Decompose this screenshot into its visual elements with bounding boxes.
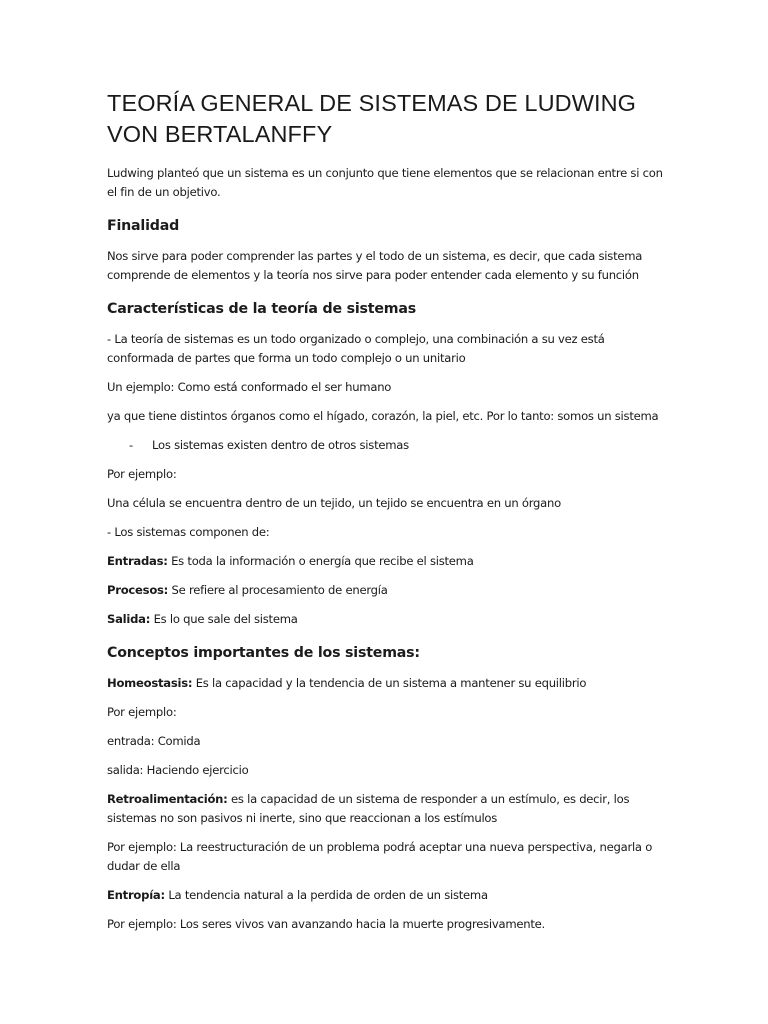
caracteristicas-heading: Características de la teoría de sistemas: [107, 301, 416, 317]
salida-text: Es lo que sale del sistema: [150, 612, 298, 626]
entropia-example: [107, 915, 667, 934]
caracteristica-point-1: - La teoría de sistemas es un todo organizado o complejo, una combinación a su vez está conformada de partes que forma un todo complejo o un unitario: [107, 332, 605, 365]
example-1-detail: ya que tiene distintos órganos como el hígado, corazón, la piel, etc. Por lo tanto: somos un sistema: [107, 409, 659, 423]
entropia-label: Entropía:: [107, 888, 165, 902]
salida-paragraph: [107, 610, 667, 629]
salida-label: Salida:: [107, 612, 151, 626]
example-2-label: Por ejemplo:: [107, 467, 177, 481]
caracteristica-point-3: - Los sistemas componen de:: [107, 525, 270, 539]
homeostasis-entrada: entrada: Comida: [107, 734, 201, 748]
entropia-example-label: Por ejemplo:: [107, 917, 177, 931]
entradas-label: Entradas:: [107, 554, 168, 568]
entradas-paragraph: [107, 552, 667, 571]
bullet-item: [107, 436, 667, 455]
procesos-text: Se refiere al procesamiento de energía: [168, 583, 388, 597]
homeostasis-paragraph: [107, 674, 667, 693]
finalidad-heading: Finalidad: [107, 218, 180, 234]
intro-paragraph: Ludwing planteó que un sistema es un conjunto que tiene elementos que se relacionan entre si con el fin de un objetivo.: [107, 166, 663, 199]
retroalimentacion-paragraph: [107, 790, 667, 828]
conceptos-heading: Conceptos importantes de los sistemas:: [107, 645, 420, 661]
homeostasis-salida: salida: Haciendo ejercicio: [107, 763, 249, 777]
example-1-text: Como está conformado el ser humano: [174, 380, 392, 394]
document-title: TEORÍA GENERAL DE SISTEMAS DE LUDWING VON BERTALANFFY: [107, 90, 637, 147]
entropia-example-text: Los seres vivos van avanzando hacia la muerte progresivamente.: [176, 917, 545, 931]
retroalimentacion-example-label: Por ejemplo:: [107, 840, 177, 854]
bullet-dash: -: [129, 438, 133, 452]
document-page: [107, 88, 667, 944]
finalidad-paragraph: Nos sirve para poder comprender las partes y el todo de un sistema, es decir, que cada sistema comprende de elementos y la teoría nos sirve para poder entender cada elemento y su función: [107, 249, 643, 282]
homeostasis-example-label: Por ejemplo:: [107, 705, 177, 719]
retroalimentacion-example-text: La reestructuración de un problema podrá aceptar una nueva perspectiva, negarla o dudar de ella: [107, 840, 653, 873]
example-2-text: Una célula se encuentra dentro de un tejido, un tejido se encuentra en un órgano: [107, 496, 561, 510]
example-1-paragraph: [107, 378, 667, 397]
bullet-text: Los sistemas existen dentro de otros sistemas: [152, 438, 409, 452]
entropia-text: La tendencia natural a la perdida de orden de un sistema: [164, 888, 488, 902]
example-1-label: Un ejemplo:: [107, 380, 175, 394]
procesos-label: Procesos:: [107, 583, 169, 597]
entropia-paragraph: [107, 886, 667, 905]
entradas-text: Es toda la información o energía que recibe el sistema: [167, 554, 474, 568]
homeostasis-text: Es la capacidad y la tendencia de un sistema a mantener su equilibrio: [192, 676, 587, 690]
procesos-paragraph: [107, 581, 667, 600]
retroalimentacion-label: Retroalimentación:: [107, 792, 228, 806]
homeostasis-label: Homeostasis:: [107, 676, 193, 690]
retroalimentacion-example: [107, 838, 667, 876]
retroalimentacion-text: es la capacidad de un sistema de responder a un estímulo, es decir, los sistemas no son pasivos ni inerte, sino que reaccionan a los estímulos: [107, 792, 630, 825]
